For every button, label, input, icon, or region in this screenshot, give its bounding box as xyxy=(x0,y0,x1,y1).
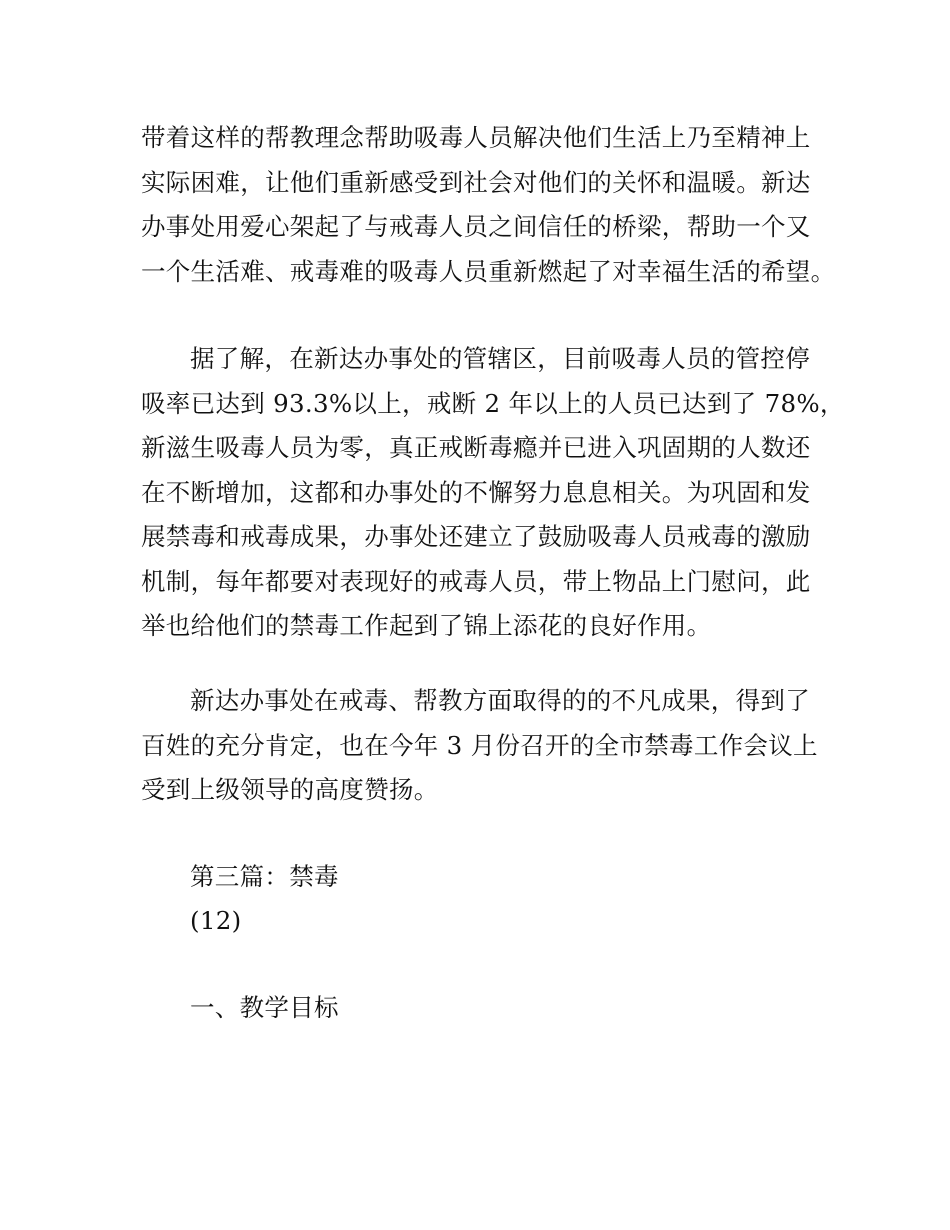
paragraph-line: 在不断增加，这都和办事处的不懈努力息息相关。为巩固和发 xyxy=(141,477,811,507)
paragraph-line: 受到上级领导的高度赞扬。 xyxy=(141,775,439,804)
paragraph-line: 百姓的充分肯定，也在今年 3 月份召开的全市禁毒工作会议上 xyxy=(141,730,818,760)
section-subheading: 一、教学目标 xyxy=(190,993,339,1022)
paragraph-2 xyxy=(141,337,845,649)
paragraph-line: 据了解，在新达办事处的管辖区，目前吸毒人员的管控停 xyxy=(190,344,810,373)
section-title: 第三篇：禁毒 xyxy=(190,862,339,891)
paragraph-line: 一个生活难、戒毒难的吸毒人员重新燃起了对幸福生活的希望。 xyxy=(141,256,836,286)
paragraph-line: 新达办事处在戒毒、帮教方面取得的的不凡成果，得到了 xyxy=(190,686,810,715)
paragraph-line: 展禁毒和戒毒成果，办事处还建立了鼓励吸毒人员戒毒的激励 xyxy=(141,522,811,551)
paragraph-line: 机制，每年都要对表现好的戒毒人员，带上物品上门慰问，此 xyxy=(141,566,811,596)
paragraph-line: 吸率已达到 93.3%以上，戒断 2 年以上的人员已达到了 78%， xyxy=(141,388,845,418)
paragraph-line: 带着这样的帮教理念帮助吸毒人员解决他们生活上乃至精神上 xyxy=(141,123,811,152)
section-number: (12) xyxy=(190,906,242,935)
paragraph-line: 新滋生吸毒人员为零，真正戒断毒瘾并已进入巩固期的人数还 xyxy=(141,433,811,462)
paragraph-line: 实际困难，让他们重新感受到社会对他们的关怀和温暖。新达 xyxy=(141,167,811,197)
paragraph-3 xyxy=(141,679,821,813)
paragraph-line: 办事处用爱心架起了与戒毒人员之间信任的桥梁，帮助一个又 xyxy=(141,212,811,241)
paragraph-1 xyxy=(141,116,836,294)
paragraph-line: 举也给他们的禁毒工作起到了锦上添花的良好作用。 xyxy=(141,611,712,640)
